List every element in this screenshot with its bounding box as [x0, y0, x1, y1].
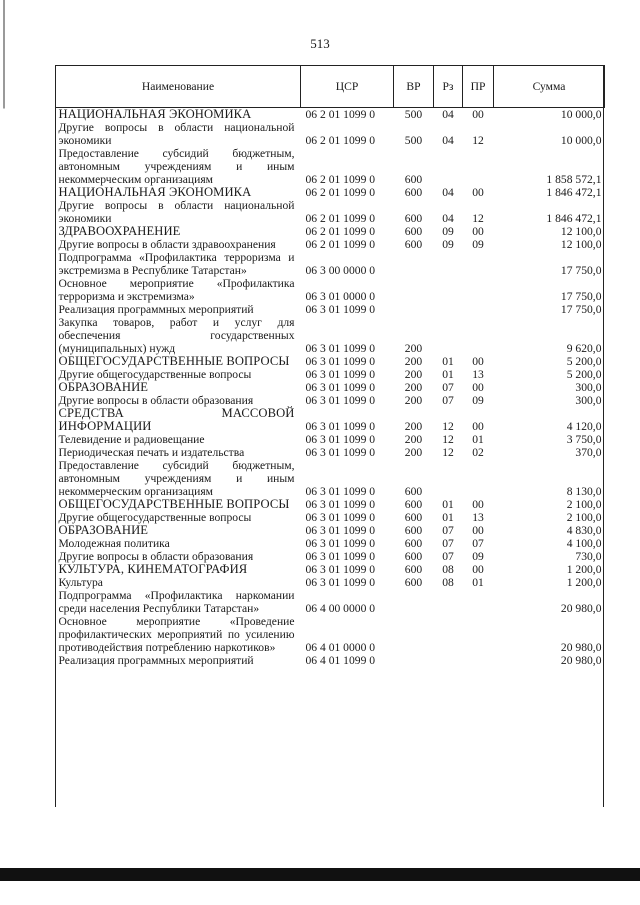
table-row — [56, 316, 605, 355]
cell-vr: 600 — [404, 485, 423, 498]
cell-rz: 12 — [442, 433, 454, 446]
cell-csr: 06 3 01 1099 0 — [305, 511, 376, 524]
cell-rz — [434, 589, 463, 615]
cell-pr: 13 — [472, 511, 484, 524]
cell-pr: 00 — [472, 186, 484, 199]
cell-pr: 12 — [472, 134, 484, 147]
cell-sum: 10 000,0 — [560, 134, 602, 147]
cell-name: СРЕДСТВА МАССОВОЙ ИНФОРМАЦИИ — [58, 406, 295, 433]
cell-rz: 07 — [442, 537, 454, 550]
cell-rz: 01 — [442, 368, 454, 381]
cell-sum: 4 100,0 — [566, 537, 602, 550]
table-body — [56, 108, 605, 668]
cell-vr: 600 — [404, 186, 423, 199]
cell-name: Другие вопросы в области образования — [58, 394, 254, 407]
cell-pr: 00 — [472, 381, 484, 394]
budget-table — [55, 65, 605, 667]
cell-name: Основное мероприятие «Проведение профилактических мероприятий по усилению противодействия потреблению наркотиков» — [58, 615, 295, 654]
cell-vr — [394, 303, 434, 316]
table-row — [56, 498, 605, 511]
cell-csr: 06 4 01 1099 0 — [305, 654, 376, 667]
cell-vr: 600 — [404, 498, 423, 511]
cell-rz: 01 — [442, 511, 454, 524]
cell-rz: 09 — [442, 225, 454, 238]
cell-name: Подпрограмма «Профилактика терроризма и экстремизма в Республике Татарстан» — [58, 251, 295, 277]
cell-name: ОБРАЗОВАНИЕ — [58, 523, 149, 537]
table-row — [56, 108, 605, 122]
cell-vr — [394, 589, 434, 615]
cell-name: Другие вопросы в области национальной экономики — [58, 121, 295, 147]
cell-pr: 00 — [472, 355, 484, 368]
cell-rz: 07 — [442, 394, 454, 407]
cell-vr: 200 — [404, 420, 423, 433]
cell-sum: 370,0 — [575, 446, 602, 459]
cell-csr: 06 2 01 1099 0 — [305, 186, 376, 199]
cell-name: Закупка товаров, работ и услуг для обеспечения государственных (муниципальных) нужд — [58, 316, 295, 355]
cell-sum: 20 980,0 — [560, 602, 602, 615]
cell-pr: 01 — [472, 433, 484, 446]
cell-csr: 06 3 01 1099 0 — [305, 394, 376, 407]
cell-sum: 730,0 — [575, 550, 602, 563]
table-row — [56, 654, 605, 667]
cell-sum: 4 120,0 — [566, 420, 602, 433]
cell-rz — [434, 277, 463, 303]
cell-name: Реализация программных мероприятий — [58, 303, 254, 316]
cell-vr: 600 — [404, 576, 423, 589]
cell-pr: 00 — [472, 225, 484, 238]
cell-sum: 1 846 472,1 — [546, 212, 602, 225]
cell-pr — [463, 459, 494, 498]
cell-sum: 300,0 — [575, 381, 602, 394]
cell-name: Молодежная политика — [58, 537, 170, 550]
cell-pr: 00 — [472, 108, 484, 121]
cell-vr: 200 — [404, 394, 423, 407]
cell-pr — [463, 316, 494, 355]
cell-pr — [463, 251, 494, 277]
cell-sum: 300,0 — [575, 394, 602, 407]
cell-rz: 07 — [442, 381, 454, 394]
cell-name: Другие вопросы в области национальной экономики — [58, 199, 295, 225]
cell-csr: 06 3 01 1099 0 — [305, 537, 376, 550]
cell-pr — [463, 615, 494, 654]
cell-pr: 00 — [472, 563, 484, 576]
cell-sum: 1 846 472,1 — [546, 186, 602, 199]
cell-sum: 8 130,0 — [566, 485, 602, 498]
cell-vr: 200 — [404, 342, 423, 355]
cell-csr: 06 2 01 1099 0 — [305, 134, 376, 147]
cell-pr: 02 — [472, 446, 484, 459]
table-row — [56, 238, 605, 251]
table-row — [56, 225, 605, 238]
cell-pr: 00 — [472, 524, 484, 537]
cell-name: КУЛЬТУРА, КИНЕМАТОГРАФИЯ — [58, 562, 248, 576]
cell-vr — [394, 654, 434, 667]
table-row — [56, 147, 605, 186]
header-pr: ПР — [463, 66, 494, 108]
cell-vr: 200 — [404, 355, 423, 368]
cell-vr — [394, 251, 434, 277]
cell-rz: 09 — [442, 238, 454, 251]
header-sum: Сумма — [494, 66, 605, 108]
cell-sum: 1 200,0 — [566, 563, 602, 576]
cell-vr: 200 — [404, 381, 423, 394]
cell-name: Телевидение и радиовещание — [58, 433, 205, 446]
cell-vr: 600 — [404, 173, 423, 186]
cell-csr: 06 3 01 1099 0 — [305, 433, 376, 446]
cell-rz: 07 — [442, 524, 454, 537]
cell-csr: 06 2 01 1099 0 — [305, 225, 376, 238]
scan-bottom-bar — [0, 868, 640, 881]
cell-pr: 09 — [472, 394, 484, 407]
cell-csr: 06 3 01 1099 0 — [305, 446, 376, 459]
cell-sum: 1 858 572,1 — [546, 173, 602, 186]
cell-sum: 12 100,0 — [560, 238, 602, 251]
cell-vr: 200 — [404, 368, 423, 381]
cell-name: Другие вопросы в области здравоохранения — [58, 238, 276, 251]
cell-csr: 06 3 01 1099 0 — [305, 498, 376, 511]
cell-pr: 09 — [472, 550, 484, 563]
cell-rz: 04 — [442, 186, 454, 199]
cell-csr: 06 2 01 1099 0 — [305, 212, 376, 225]
cell-rz — [434, 459, 463, 498]
cell-csr: 06 2 01 1099 0 — [305, 108, 376, 121]
cell-name: Предоставление субсидий бюджетным, автономным учреждениям и иным некоммерческим организациям — [58, 147, 295, 186]
table-row — [56, 355, 605, 368]
cell-sum: 9 620,0 — [566, 342, 602, 355]
table-row — [56, 576, 605, 589]
cell-pr: 13 — [472, 368, 484, 381]
cell-sum: 4 830,0 — [566, 524, 602, 537]
cell-rz: 04 — [442, 134, 454, 147]
table-row — [56, 303, 605, 316]
table-row — [56, 407, 605, 433]
cell-csr: 06 4 01 0000 0 — [305, 641, 376, 654]
cell-name: Основное мероприятие «Профилактика терроризма и экстремизма» — [58, 277, 295, 303]
cell-pr: 00 — [472, 498, 484, 511]
cell-name: Подпрограмма «Профилактика наркомании среди населения Республики Татарстан» — [58, 589, 295, 615]
cell-csr: 06 3 01 1099 0 — [305, 368, 376, 381]
table-row — [56, 381, 605, 394]
cell-sum: 5 200,0 — [566, 355, 602, 368]
cell-vr: 600 — [404, 524, 423, 537]
header-rz: Рз — [434, 66, 463, 108]
cell-rz — [434, 615, 463, 654]
cell-rz: 12 — [442, 446, 454, 459]
cell-name: Периодическая печать и издательства — [58, 446, 245, 459]
cell-sum: 3 750,0 — [566, 433, 602, 446]
table-row — [56, 615, 605, 654]
cell-rz — [434, 251, 463, 277]
cell-name: Другие вопросы в области образования — [58, 550, 254, 563]
cell-csr: 06 3 01 1099 0 — [305, 420, 376, 433]
cell-pr — [463, 147, 494, 186]
cell-name: ОБЩЕГОСУДАРСТВЕННЫЕ ВОПРОСЫ — [58, 497, 290, 511]
cell-rz: 04 — [442, 108, 454, 121]
cell-csr: 06 3 01 1099 0 — [305, 381, 376, 394]
cell-rz: 01 — [442, 355, 454, 368]
cell-pr — [463, 589, 494, 615]
cell-vr: 200 — [404, 433, 423, 446]
cell-rz — [434, 654, 463, 667]
table-row — [56, 251, 605, 277]
cell-sum: 17 750,0 — [560, 264, 602, 277]
cell-sum: 2 100,0 — [566, 498, 602, 511]
table-row — [56, 433, 605, 446]
header-csr: ЦСР — [301, 66, 394, 108]
cell-vr: 600 — [404, 550, 423, 563]
cell-name: ОБРАЗОВАНИЕ — [58, 380, 149, 394]
cell-pr: 01 — [472, 576, 484, 589]
header-row — [56, 66, 605, 108]
table-row — [56, 199, 605, 225]
cell-csr: 06 3 01 1099 0 — [305, 485, 376, 498]
table-header — [56, 66, 605, 108]
table-row — [56, 459, 605, 498]
cell-sum: 5 200,0 — [566, 368, 602, 381]
header-name: Наименование — [56, 66, 301, 108]
cell-vr: 600 — [404, 511, 423, 524]
cell-pr — [463, 303, 494, 316]
cell-rz: 08 — [442, 576, 454, 589]
cell-csr: 06 3 01 1099 0 — [305, 342, 376, 355]
cell-vr: 600 — [404, 225, 423, 238]
cell-name: Реализация программных мероприятий — [58, 654, 254, 667]
cell-sum: 10 000,0 — [560, 108, 602, 121]
table-row — [56, 524, 605, 537]
cell-vr: 600 — [404, 238, 423, 251]
cell-vr: 500 — [404, 108, 423, 121]
cell-rz: 04 — [442, 212, 454, 225]
cell-name: ОБЩЕГОСУДАРСТВЕННЫЕ ВОПРОСЫ — [58, 354, 290, 368]
cell-pr: 00 — [472, 420, 484, 433]
cell-csr: 06 3 01 1099 0 — [305, 550, 376, 563]
table-row — [56, 277, 605, 303]
cell-rz — [434, 316, 463, 355]
cell-csr: 06 3 01 1099 0 — [305, 524, 376, 537]
cell-sum: 17 750,0 — [560, 303, 602, 316]
page-number: 513 — [310, 36, 330, 51]
cell-rz: 08 — [442, 563, 454, 576]
cell-csr: 06 3 01 0000 0 — [305, 290, 376, 303]
cell-name: Другие общегосударственные вопросы — [58, 511, 252, 524]
table-row — [56, 121, 605, 147]
cell-name: ЗДРАВООХРАНЕНИЕ — [58, 224, 181, 238]
table-row — [56, 589, 605, 615]
cell-sum: 2 100,0 — [566, 511, 602, 524]
cell-csr: 06 4 00 0000 0 — [305, 602, 376, 615]
cell-csr: 06 3 01 1099 0 — [305, 355, 376, 368]
cell-rz: 07 — [442, 550, 454, 563]
cell-vr — [394, 277, 434, 303]
header-vr: ВР — [394, 66, 434, 108]
cell-sum: 17 750,0 — [560, 290, 602, 303]
cell-vr: 200 — [404, 446, 423, 459]
cell-csr: 06 3 01 1099 0 — [305, 563, 376, 576]
cell-pr — [463, 654, 494, 667]
cell-pr — [463, 277, 494, 303]
cell-name: Предоставление субсидий бюджетным, автономным учреждениям и иным некоммерческим организациям — [58, 459, 295, 498]
cell-pr: 12 — [472, 212, 484, 225]
cell-vr: 600 — [404, 563, 423, 576]
cell-rz — [434, 147, 463, 186]
table-row — [56, 563, 605, 576]
cell-csr: 06 3 00 0000 0 — [305, 264, 376, 277]
cell-pr: 09 — [472, 238, 484, 251]
cell-sum: 20 980,0 — [560, 641, 602, 654]
cell-name: Другие общегосударственные вопросы — [58, 368, 252, 381]
cell-sum: 1 200,0 — [566, 576, 602, 589]
cell-csr: 06 2 01 1099 0 — [305, 238, 376, 251]
cell-name: Культура — [58, 576, 103, 589]
cell-pr: 07 — [472, 537, 484, 550]
cell-rz: 12 — [442, 420, 454, 433]
cell-rz: 01 — [442, 498, 454, 511]
cell-csr: 06 2 01 1099 0 — [305, 173, 376, 186]
cell-csr: 06 3 01 1099 0 — [305, 576, 376, 589]
scan-edge-shadow — [3, 0, 5, 905]
cell-sum: 20 980,0 — [560, 654, 602, 667]
table-row — [56, 186, 605, 199]
cell-rz — [434, 303, 463, 316]
budget-table-container — [55, 65, 604, 667]
cell-csr: 06 3 01 1099 0 — [305, 303, 376, 316]
cell-name: НАЦИОНАЛЬНАЯ ЭКОНОМИКА — [58, 185, 252, 199]
cell-vr: 500 — [404, 134, 423, 147]
cell-name: НАЦИОНАЛЬНАЯ ЭКОНОМИКА — [58, 107, 252, 121]
table-row — [56, 537, 605, 550]
cell-vr: 600 — [404, 537, 423, 550]
cell-vr — [394, 615, 434, 654]
table-row — [56, 446, 605, 459]
cell-vr: 600 — [404, 212, 423, 225]
cell-sum: 12 100,0 — [560, 225, 602, 238]
